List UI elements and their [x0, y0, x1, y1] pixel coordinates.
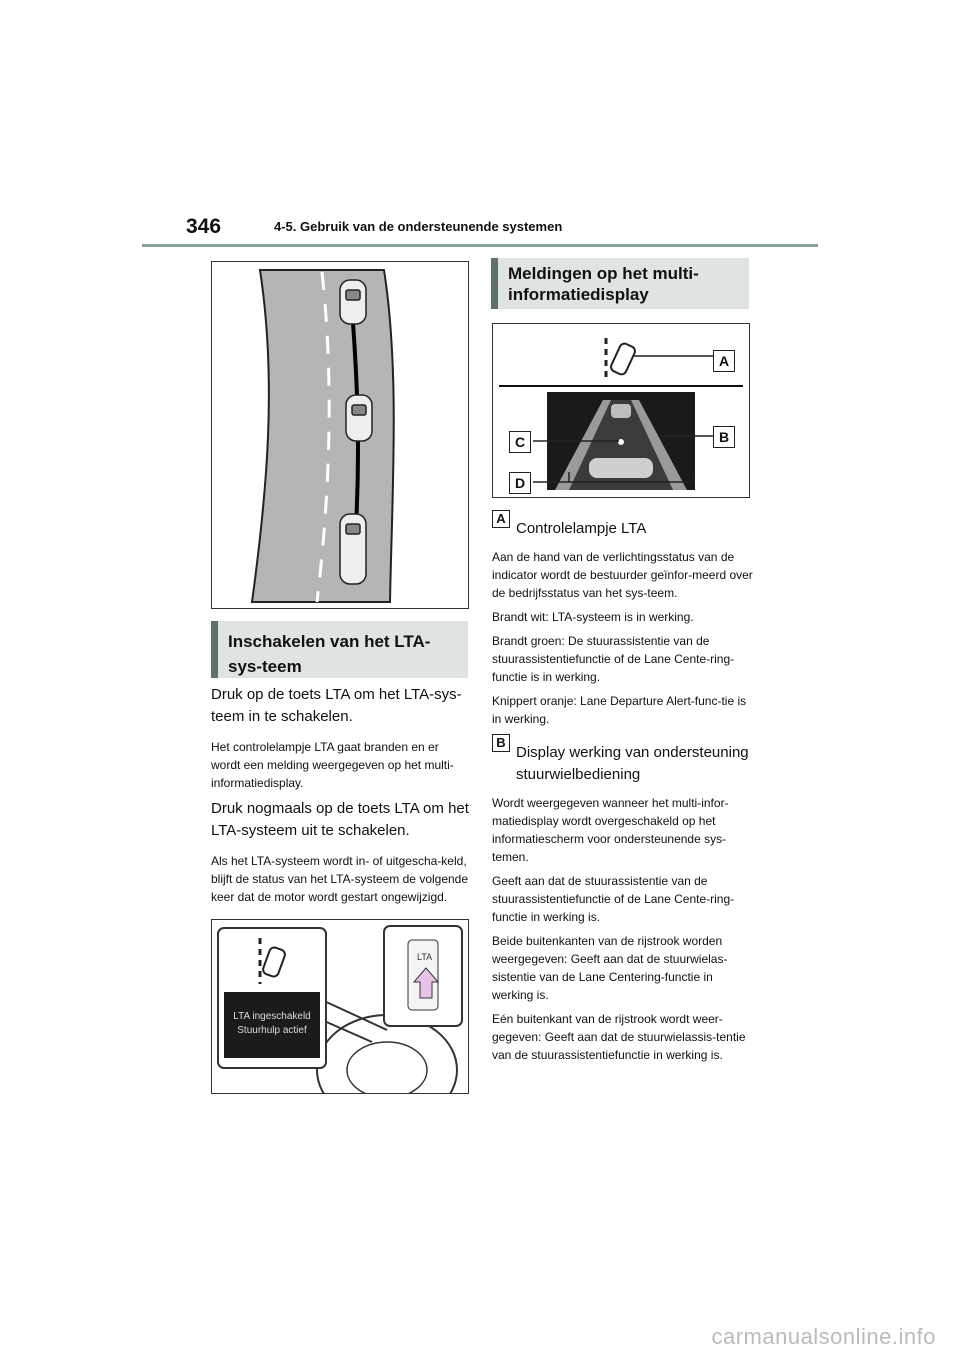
callout-c: C [509, 431, 531, 453]
item-a-p4: Knippert oranje: Lane Departure Alert-func-tie is in werking. [492, 694, 747, 726]
watermark: carmanualsonline.info [711, 1324, 936, 1349]
item-a-p2: Brandt wit: LTA-systeem is in werking. [492, 610, 694, 624]
section-title: 4-5. Gebruik van de ondersteunende systemen [274, 219, 563, 234]
right-heading [491, 258, 749, 309]
callout-a: A [713, 350, 735, 372]
car-icon [340, 280, 366, 324]
callout-d: D [509, 472, 531, 494]
left-body-1: Het controlelampje LTA gaat branden en er wordt een melding weergegeven op het multi-informatiedisplay. [211, 740, 454, 790]
callout-b: B [713, 426, 735, 448]
display-message-line-2: Stuurhulp actief [237, 1025, 307, 1036]
left-column [211, 684, 471, 912]
item-b-title: Display werking van ondersteuning stuurwielbediening [516, 744, 749, 783]
mid-display-figure [492, 323, 750, 498]
left-heading-text: Inschakelen van het LTA-sys-teem [228, 632, 431, 676]
left-lead-1: Druk op de toets LTA om het LTA-sys-teem in te schakelen. [211, 686, 462, 725]
item-b-p1: Wordt weergegeven wanneer het multi-infor-matiedisplay wordt overgeschakeld op het informatiescherm voor ondersteunende sys-temen. [492, 796, 729, 864]
badge-b: B [492, 734, 510, 752]
page-number: 346 [186, 215, 222, 238]
badge-a: A [492, 510, 510, 528]
lta-switch-figure [211, 919, 469, 1094]
item-a-title: Controlelampje LTA [516, 520, 647, 537]
item-b-p4: Eén buitenkant van de rijstrook wordt weer-gegeven: Geeft aan dat de stuurwielassis-tentie van de stuurassistentiefunctie in werking is. [492, 1012, 746, 1062]
item-a-heading [492, 511, 754, 540]
item-b-p2: Geeft aan dat de stuurassistentie van de stuurassistentiefunctie of de Lane Cente-ring-functie in werking is. [492, 874, 735, 924]
left-body-2: Als het LTA-systeem wordt in- of uitgescha-keld, blijft de status van het LTA-systeem de volgende keer dat de motor wordt gestart ongewijzigd. [211, 854, 469, 904]
header-divider [142, 244, 818, 247]
item-a-p1: Aan de hand van de verlichtingsstatus van de indicator wordt de bestuurder geïnfor-meerd over de bedrijfsstatus van het sys-teem. [492, 550, 753, 600]
item-b-p3: Beide buitenkanten van de rijstrook worden weergegeven: Geeft aan dat de stuurwielas-sistentie van de Lane Centering-functie in werking is. [492, 934, 728, 1002]
display-message-line-1: LTA ingeschakeld [233, 1011, 311, 1022]
item-a-p3: Brandt groen: De stuurassistentie van de stuurassistentiefunctie of de Lane Cente-ring-functie is in werking. [492, 634, 735, 684]
left-heading [211, 621, 468, 678]
left-lead-2: Druk nogmaals op de toets LTA om het LTA-systeem uit te schakelen. [211, 800, 469, 839]
svg-text:LTA: LTA [417, 952, 433, 962]
right-column [492, 508, 754, 1070]
lane-centering-figure [211, 261, 469, 609]
display-message [224, 1010, 320, 1038]
item-b-heading [492, 735, 754, 786]
right-heading-text: Meldingen op het multi-informatiedisplay [508, 264, 699, 304]
